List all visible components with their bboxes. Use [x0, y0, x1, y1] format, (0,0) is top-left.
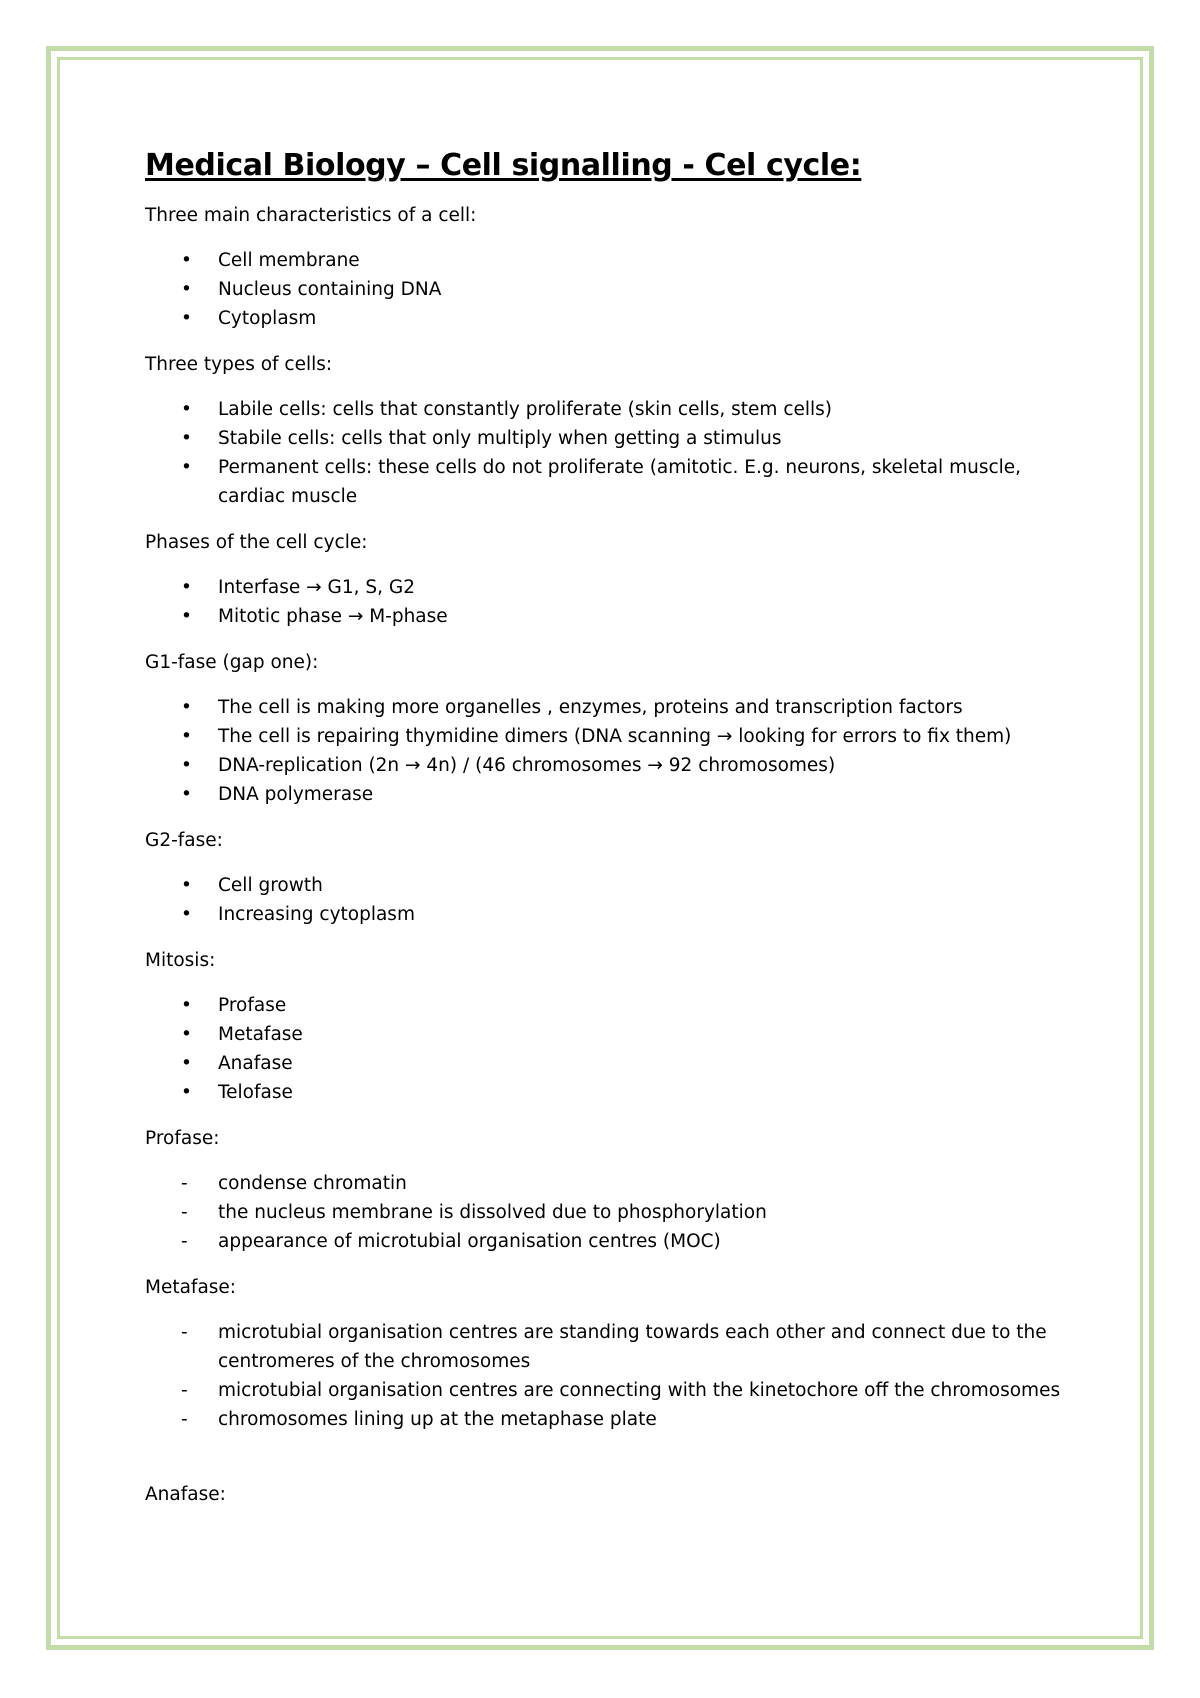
- bullet-marker: •: [181, 995, 192, 1016]
- list-item-text: Increasing cytoplasm: [218, 904, 415, 925]
- bullet-marker: •: [181, 904, 192, 925]
- bullet-marker: •: [181, 1024, 192, 1045]
- bullet-marker: •: [181, 457, 192, 478]
- list-item-text: DNA polymerase: [218, 784, 374, 805]
- list-item-text: Cytoplasm: [218, 308, 317, 329]
- bullet-marker: •: [181, 428, 192, 449]
- list-item-text: Permanent cells: these cells do not proliferate (amitotic. E.g. neurons, skeletal muscle, cardiac muscle: [218, 457, 1022, 507]
- list-item: [145, 1198, 1085, 1227]
- bullet-marker: •: [181, 726, 192, 747]
- section-heading: Three types of cells:: [145, 354, 333, 375]
- list-item: [145, 991, 1085, 1020]
- list-item-text: appearance of microtubial organisation centres (MOC): [218, 1231, 721, 1252]
- list-item: [145, 1227, 1085, 1256]
- list-item: [145, 453, 1085, 511]
- list-item-text: Profase: [218, 995, 287, 1016]
- list-item: [145, 602, 1085, 631]
- bullet-marker: •: [181, 755, 192, 776]
- list-item-text: microtubial organisation centres are connecting with the kinetochore off the chromosomes: [218, 1380, 1061, 1401]
- list-item-text: Anafase: [218, 1053, 293, 1074]
- section-list: [145, 573, 1085, 631]
- list-item: [145, 871, 1085, 900]
- list-item-text: Interfase → G1, S, G2: [218, 577, 416, 598]
- section-list: [145, 991, 1085, 1107]
- list-item-text: Cell growth: [218, 875, 323, 896]
- document-body: [145, 146, 1085, 1509]
- list-item-text: Metafase: [218, 1024, 303, 1045]
- bullet-marker: •: [181, 577, 192, 598]
- list-item: [145, 395, 1085, 424]
- section-list: [145, 1318, 1085, 1434]
- bullet-marker: •: [181, 279, 192, 300]
- section-heading: Three main characteristics of a cell:: [145, 205, 477, 226]
- dash-marker: -: [181, 1409, 188, 1430]
- list-item: [145, 780, 1085, 809]
- bullet-marker: •: [181, 399, 192, 420]
- section-heading: Mitosis:: [145, 950, 216, 971]
- bullet-marker: •: [181, 250, 192, 271]
- section-list: [145, 395, 1085, 511]
- list-item: [145, 246, 1085, 275]
- list-item: [145, 424, 1085, 453]
- list-item-text: Telofase: [218, 1082, 293, 1103]
- dash-marker: -: [181, 1231, 188, 1252]
- dash-marker: -: [181, 1173, 188, 1194]
- list-item: [145, 1169, 1085, 1198]
- list-item-text: Cell membrane: [218, 250, 360, 271]
- section-heading: Anafase:: [145, 1484, 226, 1505]
- list-item-text: DNA-replication (2n → 4n) / (46 chromosomes → 92 chromosomes): [218, 755, 836, 776]
- bullet-marker: •: [181, 784, 192, 805]
- list-item: [145, 1318, 1085, 1376]
- list-item: [145, 275, 1085, 304]
- list-item: [145, 751, 1085, 780]
- document-title: Medical Biology – Cell signalling - Cel cycle:: [145, 148, 862, 183]
- list-item-text: The cell is repairing thymidine dimers (DNA scanning → looking for errors to fix them): [218, 726, 1012, 747]
- sections-container: [145, 201, 1085, 1509]
- list-item-text: Mitotic phase → M-phase: [218, 606, 448, 627]
- section-list: [145, 246, 1085, 333]
- list-item-text: microtubial organisation centres are standing towards each other and connect due to the centromeres of the chromosomes: [218, 1322, 1047, 1372]
- list-item: [145, 1078, 1085, 1107]
- list-item: [145, 1405, 1085, 1434]
- list-item-text: the nucleus membrane is dissolved due to phosphorylation: [218, 1202, 767, 1223]
- bullet-marker: •: [181, 1082, 192, 1103]
- section-heading: Phases of the cell cycle:: [145, 532, 368, 553]
- list-item-text: Labile cells: cells that constantly proliferate (skin cells, stem cells): [218, 399, 833, 420]
- section-heading: G1-fase (gap one):: [145, 652, 319, 673]
- section-heading: Metafase:: [145, 1277, 237, 1298]
- section-list: [145, 693, 1085, 809]
- list-item-text: Nucleus containing DNA: [218, 279, 442, 300]
- section-heading: G2-fase:: [145, 830, 223, 851]
- list-item-text: The cell is making more organelles , enzymes, proteins and transcription factors: [218, 697, 963, 718]
- list-item: [145, 1049, 1085, 1078]
- section-list: [145, 1169, 1085, 1256]
- bullet-marker: •: [181, 875, 192, 896]
- list-item: [145, 722, 1085, 751]
- list-item-text: chromosomes lining up at the metaphase plate: [218, 1409, 657, 1430]
- bullet-marker: •: [181, 697, 192, 718]
- section-heading: Profase:: [145, 1128, 220, 1149]
- list-item-text: Stabile cells: cells that only multiply when getting a stimulus: [218, 428, 782, 449]
- list-item: [145, 693, 1085, 722]
- list-item-text: condense chromatin: [218, 1173, 407, 1194]
- section-list: [145, 871, 1085, 929]
- list-item: [145, 573, 1085, 602]
- list-item: [145, 304, 1085, 333]
- list-item: [145, 1020, 1085, 1049]
- dash-marker: -: [181, 1380, 188, 1401]
- bullet-marker: •: [181, 606, 192, 627]
- bullet-marker: •: [181, 1053, 192, 1074]
- dash-marker: -: [181, 1322, 188, 1343]
- bullet-marker: •: [181, 308, 192, 329]
- list-item: [145, 1376, 1085, 1405]
- dash-marker: -: [181, 1202, 188, 1223]
- list-item: [145, 900, 1085, 929]
